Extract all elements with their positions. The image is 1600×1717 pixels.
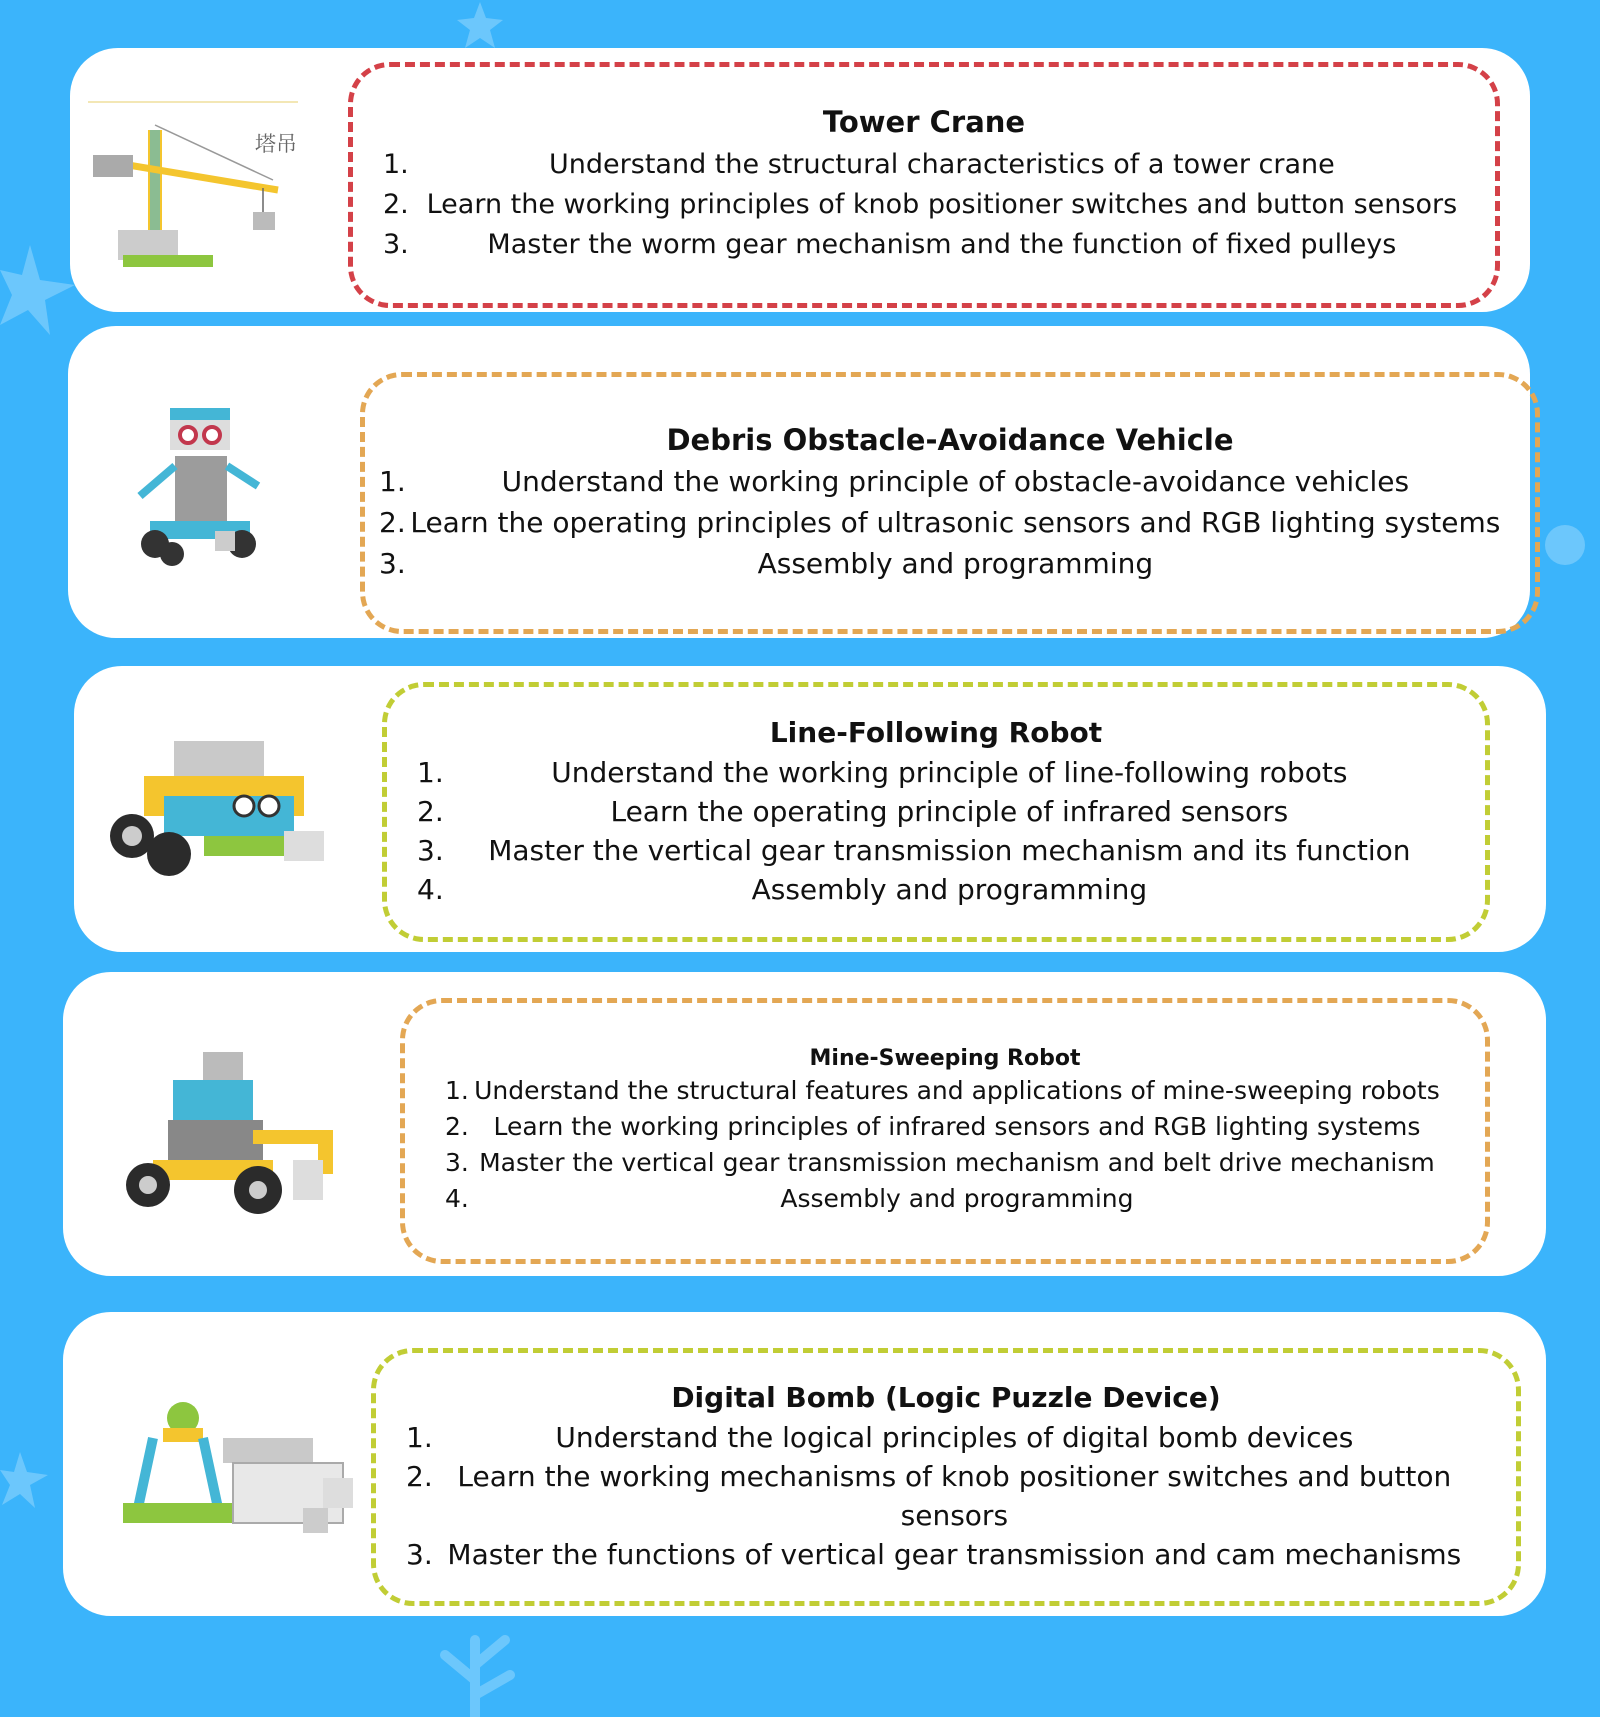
list-item: 3. Master the vertical gear transmission mechanism and belt drive mechanism <box>445 1147 1435 1177</box>
project-title: Debris Obstacle-Avoidance Vehicle <box>666 422 1234 457</box>
tower-crane-info-box <box>348 62 1500 308</box>
list-item: 2. Learn the working principles of knob positioner switches and button sensors <box>383 189 1458 220</box>
list-item: 3. Master the vertical gear transmission mechanism and its function <box>417 833 1411 867</box>
project-card-line-following-robot <box>74 666 1546 952</box>
chinese-image-label: 塔吊 <box>255 132 297 156</box>
project-title: Tower Crane <box>822 105 1026 139</box>
list-item: 3. Master the worm gear mechanism and the function of fixed pulleys <box>383 229 1397 260</box>
starfish-decoration <box>0 240 80 340</box>
project-card-obstacle-avoidance-vehicle <box>68 326 1530 638</box>
project-title: Digital Bomb (Logic Puzzle Device) <box>671 1380 1221 1414</box>
project-card-digital-bomb <box>63 1312 1546 1616</box>
list-item: 4. Assembly and programming <box>417 872 1148 906</box>
list-item: 2. Learn the operating principle of infrared sensors <box>417 794 1289 828</box>
project-card-tower-crane <box>70 48 1530 312</box>
digital-bomb-info-box <box>371 1348 1521 1606</box>
list-item: 1. Understand the working principle of obstacle-avoidance vehicles <box>379 464 1410 498</box>
list-item: 4. Assembly and programming <box>445 1183 1134 1213</box>
digital-bomb-image <box>123 1398 393 1538</box>
list-item: 2. Learn the operating principles of ultrasonic sensors and RGB lighting systems <box>379 505 1501 539</box>
coral-decoration <box>430 1620 520 1717</box>
starfish-decoration <box>0 1450 50 1510</box>
list-item: 2. Learn the working principles of infrared sensors and RGB lighting systems <box>445 1111 1421 1141</box>
line-following-info-box <box>382 682 1490 942</box>
list-item: 1. Understand the logical principles of digital bomb devices <box>406 1420 1354 1454</box>
list-item: 1. Understand the structural features and applications of mine-sweeping robots <box>445 1075 1440 1105</box>
project-card-mine-sweeping-robot <box>63 972 1546 1276</box>
mine-sweeping-info-box <box>400 998 1490 1264</box>
mine-sweeping-robot-image <box>113 1050 353 1220</box>
line-following-robot-image <box>104 736 344 886</box>
tower-crane-image <box>88 100 298 270</box>
list-item: 3. Master the functions of vertical gear transmission and cam mechanisms <box>406 1537 1462 1571</box>
list-item: 3. Assembly and programming <box>379 546 1154 580</box>
starfish-decoration <box>455 0 505 50</box>
list-item: 1. Understand the working principle of line-following robots <box>417 755 1348 789</box>
project-title: Line-Following Robot <box>769 715 1103 749</box>
project-title: Mine-Sweeping Robot <box>809 1045 1081 1071</box>
obstacle-avoidance-vehicle-image <box>130 406 270 566</box>
list-item: 1. Understand the structural characteristics of a tower crane <box>383 149 1335 180</box>
bubble-decoration <box>1540 520 1590 570</box>
list-item: 2. Learn the working mechanisms of knob positioner switches and button sensors <box>406 1459 1452 1532</box>
obstacle-avoidance-info-box <box>360 372 1540 634</box>
